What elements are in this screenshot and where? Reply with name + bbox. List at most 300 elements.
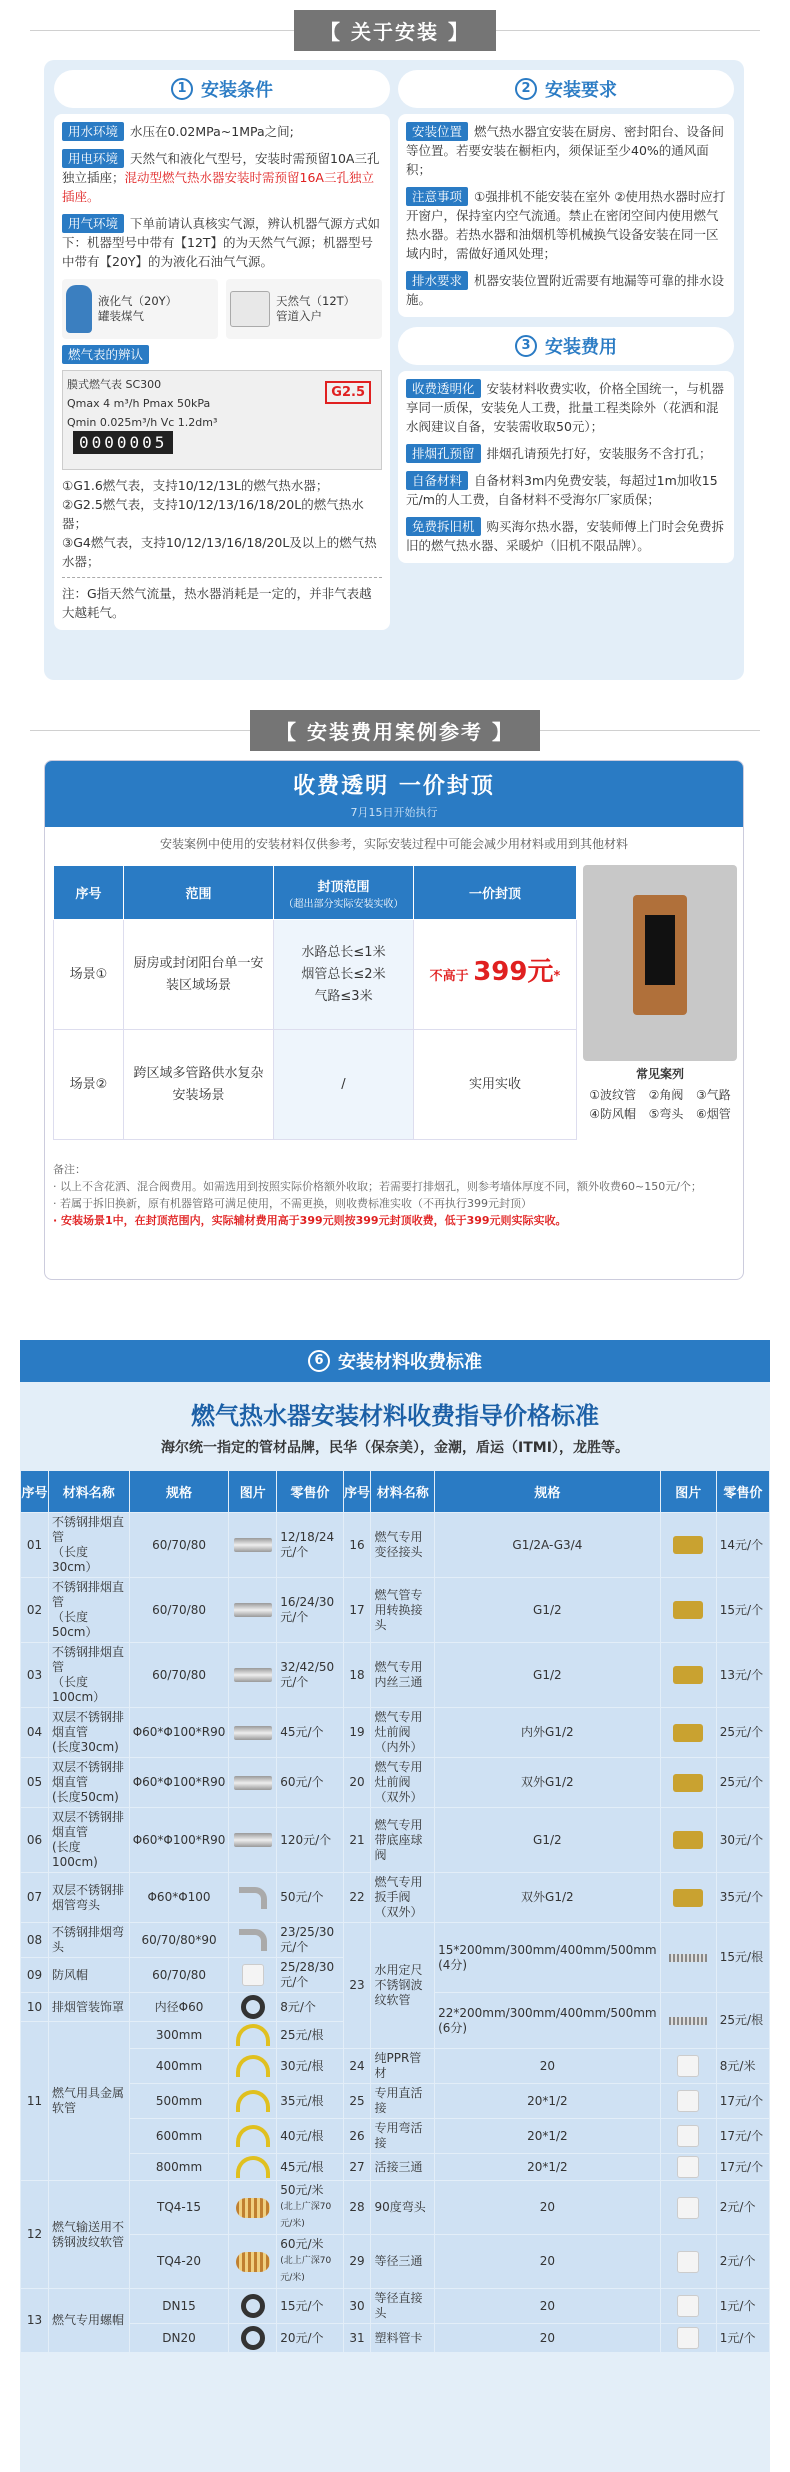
item-price: 17元/个 <box>719 2093 764 2108</box>
table-cell <box>343 1808 371 1873</box>
item-no: 17 <box>349 1602 365 1617</box>
item-sub: （长度30cm） <box>51 1545 98 1574</box>
table-cell <box>21 2289 49 2353</box>
table-cell <box>129 1708 229 1758</box>
table-cell <box>21 1643 49 1708</box>
table-cell <box>343 1873 371 1923</box>
section1-title: 【 关于安装 】 <box>294 10 496 51</box>
table-cell <box>435 2289 661 2324</box>
fee-t2-text: 排烟孔请预先打好，安装服务不含打孔； <box>486 446 712 461</box>
table-row <box>21 2235 770 2289</box>
cases-intro: 安装案例中使用的安装材料仅供参考，实际安装过程中可能会减少用材料或用到其他材料 <box>159 837 628 851</box>
table-cell <box>435 1578 661 1643</box>
item-spec: 60/70/80 <box>152 1537 206 1552</box>
table-cell <box>716 2119 769 2154</box>
meter-name: 膜式燃气表 SC300 <box>67 378 162 391</box>
pipe-icon <box>234 1776 272 1790</box>
table-cell <box>48 1578 129 1643</box>
item-spec: TQ4-20 <box>157 2254 202 2268</box>
table-row <box>21 1578 770 1643</box>
table-row <box>21 1808 770 1873</box>
hose-icon <box>236 2055 270 2077</box>
fee-t3-tag: 自备材料 <box>406 471 468 490</box>
item-spec: Φ60*Φ100 <box>147 1890 211 1904</box>
item-name: 水用定尺不锈钢波纹软管 <box>374 1963 423 2007</box>
item-no: 12 <box>26 2227 43 2241</box>
col-no: 序号 <box>54 866 124 920</box>
lpg-box <box>62 279 218 339</box>
table-cell <box>21 2022 49 2181</box>
table-cell <box>277 2289 343 2324</box>
case2-limit: / <box>274 1030 414 1140</box>
table-cell <box>371 1873 435 1923</box>
item-price: 8元/个 <box>280 1999 316 2014</box>
item-name: 专用直活接 <box>374 2086 423 2115</box>
gas-text: 下单前请认真核实气源，辨认机器气源方式如下：机器型号中带有【12T】的为天然气气源；机器型号中带有【20Y】的为液化石油气气源。 <box>62 216 381 269</box>
install-requirements-column <box>398 70 734 563</box>
table-cell <box>21 1578 49 1643</box>
hose-icon <box>236 2024 270 2046</box>
item-no: 10 <box>26 1999 43 2014</box>
item-no: 09 <box>26 1967 43 1982</box>
fee-t1-text: 安装材料收费实收，价格全国统一，与机器享同一质保，安装免人工费，批量工程类除外（花洒和混水阀建议自备，安装需收取50元）； <box>406 381 725 434</box>
item-no: 07 <box>26 1890 43 1904</box>
table-cell <box>277 2119 343 2154</box>
table-cell <box>229 1758 277 1808</box>
case-item: ①波纹管 <box>589 1088 637 1102</box>
table-cell <box>660 1808 716 1873</box>
requirements-title <box>398 70 734 108</box>
table-cell <box>716 2049 769 2084</box>
table-cell <box>660 2181 716 2235</box>
table-cell <box>716 1513 769 1578</box>
item-sub: (长度100cm) <box>51 1840 98 1869</box>
table-cell <box>343 1643 371 1708</box>
table-cell <box>371 1578 435 1643</box>
table-cell <box>129 1513 229 1578</box>
table-cell <box>343 1578 371 1643</box>
item-no: 02 <box>26 1602 43 1617</box>
item-spec: 20 <box>539 2058 555 2073</box>
table-row <box>21 1513 770 1578</box>
table-cell <box>229 2181 277 2235</box>
hose-icon <box>236 2156 270 2178</box>
table-cell <box>129 2084 229 2119</box>
item-name: 燃气用具金属软管 <box>51 2086 124 2115</box>
item-name: 等径三通 <box>374 2254 423 2268</box>
meter-g3: ③G4燃气表，支持10/12/13/16/18/20L及以上的燃气热水器； <box>62 535 377 569</box>
item-no: 01 <box>26 1537 43 1552</box>
table-cell <box>129 1643 229 1708</box>
item-spec: 60/70/80*90 <box>141 1932 217 1947</box>
table-cell <box>435 1923 661 1993</box>
item-spec: 内外G1/2 <box>521 1725 574 1739</box>
item-name: 双层不锈钢排烟直管 <box>51 1710 124 1739</box>
table-row <box>21 1873 770 1923</box>
table-cell <box>660 2154 716 2181</box>
column-header: 序号 <box>21 1471 49 1513</box>
table-cell <box>229 1513 277 1578</box>
table-cell <box>371 2119 435 2154</box>
item-spec: 60/70/80 <box>152 1602 206 1617</box>
table-cell <box>435 2084 661 2119</box>
table-cell <box>229 2324 277 2353</box>
item-name: 燃气专用内丝三通 <box>374 1660 423 1689</box>
item-price: 8元/米 <box>719 2058 756 2073</box>
fitting-icon <box>673 1666 703 1684</box>
table-cell <box>277 2235 343 2289</box>
table-cell <box>229 1578 277 1643</box>
case1-limit1: 水路总长≤1米 <box>301 944 386 960</box>
table-cell <box>129 2022 229 2049</box>
valve-icon <box>673 1831 703 1849</box>
table-cell <box>660 2324 716 2353</box>
item-name: 双层不锈钢排烟直管 <box>51 1760 124 1789</box>
col-limit <box>274 866 414 920</box>
column-header: 零售价 <box>277 1471 343 1513</box>
table-row <box>21 1923 770 1958</box>
item-name: 燃气专用螺帽 <box>51 2313 124 2327</box>
table-cell <box>716 2154 769 2181</box>
item-name: 燃气管专用转换接头 <box>374 1587 423 1632</box>
table-cell <box>129 1578 229 1643</box>
valve-icon <box>673 1724 703 1742</box>
gas-cylinder-icon <box>66 285 92 333</box>
meter-spec1: Qmax 4 m³/h Pmax 50kPa <box>67 397 211 410</box>
item-no: 03 <box>26 1667 43 1682</box>
fee-cases-panel <box>44 760 744 1280</box>
table-cell <box>371 1923 435 2049</box>
table-cell <box>371 1808 435 1873</box>
table-cell <box>277 2154 343 2181</box>
ppr-fitting-icon <box>677 2295 699 2317</box>
table-cell <box>343 2154 371 2181</box>
item-spec: G1/2A-G3/4 <box>512 1537 583 1552</box>
item-price: 25元/个 <box>719 1725 764 1739</box>
table-cell <box>21 1808 49 1873</box>
table-cell <box>277 2181 343 2235</box>
table-cell <box>48 1643 129 1708</box>
item-sub: (长度50cm) <box>51 1790 119 1804</box>
case1-limit2: 烟管总长≤2米 <box>301 966 386 982</box>
table-row <box>21 2049 770 2084</box>
fee-banner <box>45 761 743 827</box>
item-price: 30元/个 <box>719 1832 764 1847</box>
table-cell <box>229 1958 277 1993</box>
fitting-icon <box>673 1536 703 1554</box>
table-cell <box>435 2119 661 2154</box>
item-price: 25元/个 <box>719 1775 764 1789</box>
case1-price-star: * <box>553 969 561 984</box>
item-spec: 22*200mm/300mm/400mm/500mm <box>438 2005 657 2020</box>
table-cell <box>229 2022 277 2049</box>
fee-title <box>398 327 734 365</box>
item-sub: (长度30cm) <box>51 1740 119 1754</box>
item-spec: 60/70/80 <box>152 1967 206 1982</box>
table-cell <box>277 1808 343 1873</box>
case1-no: 场景① <box>54 920 124 1030</box>
item-no: 08 <box>26 1932 43 1947</box>
pipe-icon <box>234 1726 272 1740</box>
table-cell <box>343 2181 371 2235</box>
table-cell <box>229 2084 277 2119</box>
ng-label: 天然气（12T） <box>276 294 356 308</box>
table-cell <box>435 1513 661 1578</box>
item-no: 22 <box>349 1890 365 1904</box>
elec-tag: 用电环境 <box>62 149 124 168</box>
banner-title: 收费透明 一价封顶 <box>293 774 495 799</box>
table-cell <box>48 1513 129 1578</box>
item-price: 30元/根 <box>280 2058 324 2073</box>
column-header: 图片 <box>229 1471 277 1513</box>
table-cell <box>229 1993 277 2022</box>
fee-t4-text: 购买海尔热水器，安装师傅上门时会免费拆旧的燃气热水器、采暖炉（旧机不限品牌）。 <box>406 519 725 553</box>
table-cell <box>660 1758 716 1808</box>
item-name: 专用弯活接 <box>374 2121 423 2150</box>
meter-g25-callout: G2.5 <box>325 381 371 404</box>
ppr-fitting-icon <box>677 2327 699 2349</box>
table-cell <box>277 1758 343 1808</box>
table-cell <box>229 1873 277 1923</box>
item-name: 燃气专用灶前阀（双外） <box>374 1760 423 1804</box>
table-cell <box>371 2289 435 2324</box>
item-no: 31 <box>349 2330 365 2345</box>
table-cell <box>716 1873 769 1923</box>
item-name: 不锈钢排烟弯头 <box>51 1925 124 1954</box>
item-no: 27 <box>349 2159 365 2174</box>
table-cell <box>435 1708 661 1758</box>
pipe-icon <box>234 1538 272 1552</box>
item-name: 燃气输送用不锈钢波纹软管 <box>51 2219 124 2249</box>
table-row <box>21 2181 770 2235</box>
corrugated-icon <box>236 2198 270 2218</box>
item-price: 35元/根 <box>280 2093 324 2108</box>
table-cell <box>660 1993 716 2049</box>
number-badge: 3 <box>515 335 537 357</box>
column-header: 图片 <box>660 1471 716 1513</box>
item-spec: 20*1/2 <box>527 2159 568 2174</box>
table-cell <box>129 2119 229 2154</box>
materials-title: 燃气热水器安装材料收费指导价格标准 <box>191 1402 599 1430</box>
case2-range: 跨区域多管路供水复杂安装场景 <box>124 1030 274 1140</box>
item-price: 12/18/24元/个 <box>280 1530 335 1559</box>
table-cell <box>660 1513 716 1578</box>
hose-icon <box>236 2125 270 2147</box>
table-cell <box>716 2235 769 2289</box>
pos-tag: 安装位置 <box>406 122 468 141</box>
table-cell <box>129 2181 229 2235</box>
item-name: 排烟管装饰罩 <box>51 1999 124 2014</box>
item-spec: 20*1/2 <box>527 2093 568 2108</box>
item-price: 25元/根 <box>719 2013 764 2027</box>
corrugated-icon <box>236 2252 270 2272</box>
table-cell <box>48 1923 129 1958</box>
case1-limit3: 气路≤3米 <box>314 988 373 1004</box>
materials-table <box>20 1470 770 2353</box>
table-cell <box>48 1758 129 1808</box>
table-cell <box>716 1708 769 1758</box>
item-spec: 20 <box>539 2298 555 2313</box>
item-price: 32/42/50元/个 <box>280 1660 335 1689</box>
item-price: 16/24/30元/个 <box>280 1595 335 1624</box>
ppr-pipe-icon <box>677 2055 699 2077</box>
table-cell <box>21 1923 49 1958</box>
meter-note: 注：G指天然气流量，热水器消耗是一定的，并非气表越大越耗气。 <box>62 577 382 622</box>
table-cell <box>660 2084 716 2119</box>
item-sub: （长度100cm） <box>51 1675 106 1704</box>
table-cell <box>343 2119 371 2154</box>
table-cell <box>277 2324 343 2353</box>
item-price: 25/28/30元/个 <box>280 1960 335 1989</box>
table-cell <box>371 1513 435 1578</box>
item-name: 塑料管卡 <box>374 2330 423 2345</box>
cases-title: 常见案列 <box>635 1067 684 1081</box>
water-heater-image <box>583 865 737 1061</box>
table-cell <box>343 1758 371 1808</box>
table-cell <box>277 2049 343 2084</box>
conditions-title <box>54 70 390 108</box>
table-cell <box>435 2235 661 2289</box>
table-cell <box>343 2289 371 2324</box>
pos-text: 燃气热水器宜安装在厨房、密封阳台、设备间等位置。若要安装在橱柜内，须保证至少40%的通风面积； <box>406 124 725 177</box>
item-price: 50元/米 <box>280 2183 324 2197</box>
item-no: 30 <box>349 2298 365 2313</box>
table-cell <box>277 1643 343 1708</box>
column-header: 零售价 <box>716 1471 769 1513</box>
table-cell <box>277 1513 343 1578</box>
case1-range: 厨房或封闭阳台单一安装区域场景 <box>124 920 274 1030</box>
gas-meter-icon <box>230 291 270 327</box>
table-row <box>21 2324 770 2353</box>
table-cell <box>371 2181 435 2235</box>
table-cell <box>21 1958 49 1993</box>
table-row <box>21 1708 770 1758</box>
item-price: 35元/个 <box>719 1890 764 1904</box>
item-sub: (4分) <box>438 1957 468 1972</box>
table-cell <box>277 1993 343 2022</box>
table-cell <box>716 1578 769 1643</box>
ring-icon <box>241 1995 265 2019</box>
materials-panel <box>20 1340 770 2472</box>
table-cell <box>435 2154 661 2181</box>
item-price: 2元/个 <box>719 2200 756 2214</box>
table-cell <box>660 1873 716 1923</box>
item-no: 18 <box>349 1667 365 1682</box>
case-item: ⑥烟管 <box>695 1107 731 1121</box>
nut-icon <box>241 2294 265 2318</box>
table-cell <box>660 2235 716 2289</box>
item-no: 11 <box>26 2093 43 2108</box>
gas-tag: 用气环境 <box>62 214 124 233</box>
table-cell <box>716 1993 769 2049</box>
number-badge: 2 <box>515 78 537 100</box>
table-cell <box>229 2235 277 2289</box>
col-price: 一价封顶 <box>414 866 577 920</box>
table-cell <box>21 1758 49 1808</box>
table-cell <box>229 2119 277 2154</box>
item-name: 燃气专用灶前阀（内外） <box>374 1710 423 1754</box>
case2-no: 场景② <box>54 1030 124 1140</box>
table-cell <box>343 2235 371 2289</box>
item-no: 26 <box>349 2128 365 2143</box>
straight-hose-icon <box>669 2017 707 2025</box>
table-cell <box>660 1708 716 1758</box>
item-price: 17元/个 <box>719 2128 764 2143</box>
column-header: 序号 <box>343 1471 371 1513</box>
item-price: 25元/根 <box>280 2027 324 2042</box>
conditions-title-text: 安装条件 <box>201 80 273 101</box>
item-spec: 800mm <box>155 2159 203 2174</box>
materials-header <box>20 1340 770 1382</box>
item-no: 16 <box>349 1537 365 1552</box>
fee-t4-tag: 免费拆旧机 <box>406 517 481 536</box>
table-row <box>21 1758 770 1808</box>
straight-hose-icon <box>669 1954 707 1962</box>
table-cell <box>277 1923 343 1958</box>
item-no: 28 <box>349 2200 365 2214</box>
item-name: 不锈钢排烟直管 <box>51 1580 124 1609</box>
item-price-sub: (北上广深70元/米) <box>280 2202 332 2229</box>
common-cases <box>583 1061 737 1124</box>
table-cell <box>229 2289 277 2324</box>
table-cell <box>129 2154 229 2181</box>
ppr-fitting-icon <box>677 2125 699 2147</box>
case2-price: 实用实收 <box>414 1030 577 1140</box>
table-cell <box>129 2289 229 2324</box>
case1-price-value: 399元 <box>473 957 554 987</box>
column-header: 材料名称 <box>48 1471 129 1513</box>
materials-header-text: 安装材料收费标准 <box>338 1352 482 1373</box>
table-cell <box>48 2181 129 2289</box>
item-name: 燃气专用扳手阀（双外） <box>374 1875 423 1919</box>
item-price: 1元/个 <box>719 2330 756 2345</box>
item-no: 05 <box>26 1775 43 1789</box>
table-cell <box>716 1758 769 1808</box>
table-cell <box>229 1643 277 1708</box>
table-cell <box>435 1808 661 1873</box>
table-cell <box>716 2324 769 2353</box>
pipe-icon <box>234 1833 272 1847</box>
table-cell <box>277 1958 343 1993</box>
case1-price <box>414 920 577 1030</box>
table-row <box>21 2289 770 2324</box>
item-spec: G1/2 <box>533 1602 562 1617</box>
nut-icon <box>241 2326 265 2350</box>
ng-box <box>226 279 382 339</box>
meter-tag: 燃气表的辨认 <box>62 345 149 364</box>
table-row <box>21 2154 770 2181</box>
hose-icon <box>236 2090 270 2112</box>
table-cell <box>371 2324 435 2353</box>
table-cell <box>21 2181 49 2289</box>
table-cell <box>371 1758 435 1808</box>
meter-spec2: Qmin 0.025m³/h Vc 1.2dm³ <box>67 416 218 429</box>
pipe-icon <box>234 1603 272 1617</box>
fn-title: 备注： <box>53 1163 86 1176</box>
item-price: 15元/个 <box>280 2298 324 2313</box>
fn2: · 若属于拆旧换新，原有机器管路可满足使用，不需更换，则收费标准实收（不再执行399元封顶） <box>53 1197 532 1210</box>
item-price: 15元/个 <box>719 1602 764 1617</box>
number-badge: 6 <box>308 1350 330 1372</box>
table-cell <box>129 2049 229 2084</box>
item-price: 14元/个 <box>719 1537 764 1552</box>
table-cell <box>277 2022 343 2049</box>
item-name: 等径直接头 <box>374 2291 423 2320</box>
item-name: 双层不锈钢排烟管弯头 <box>51 1882 124 1912</box>
case1-limits <box>274 920 414 1030</box>
table-cell <box>21 1708 49 1758</box>
meter-g1: ①G1.6燃气表，支持10/12/13L的燃气热水器； <box>62 478 329 493</box>
